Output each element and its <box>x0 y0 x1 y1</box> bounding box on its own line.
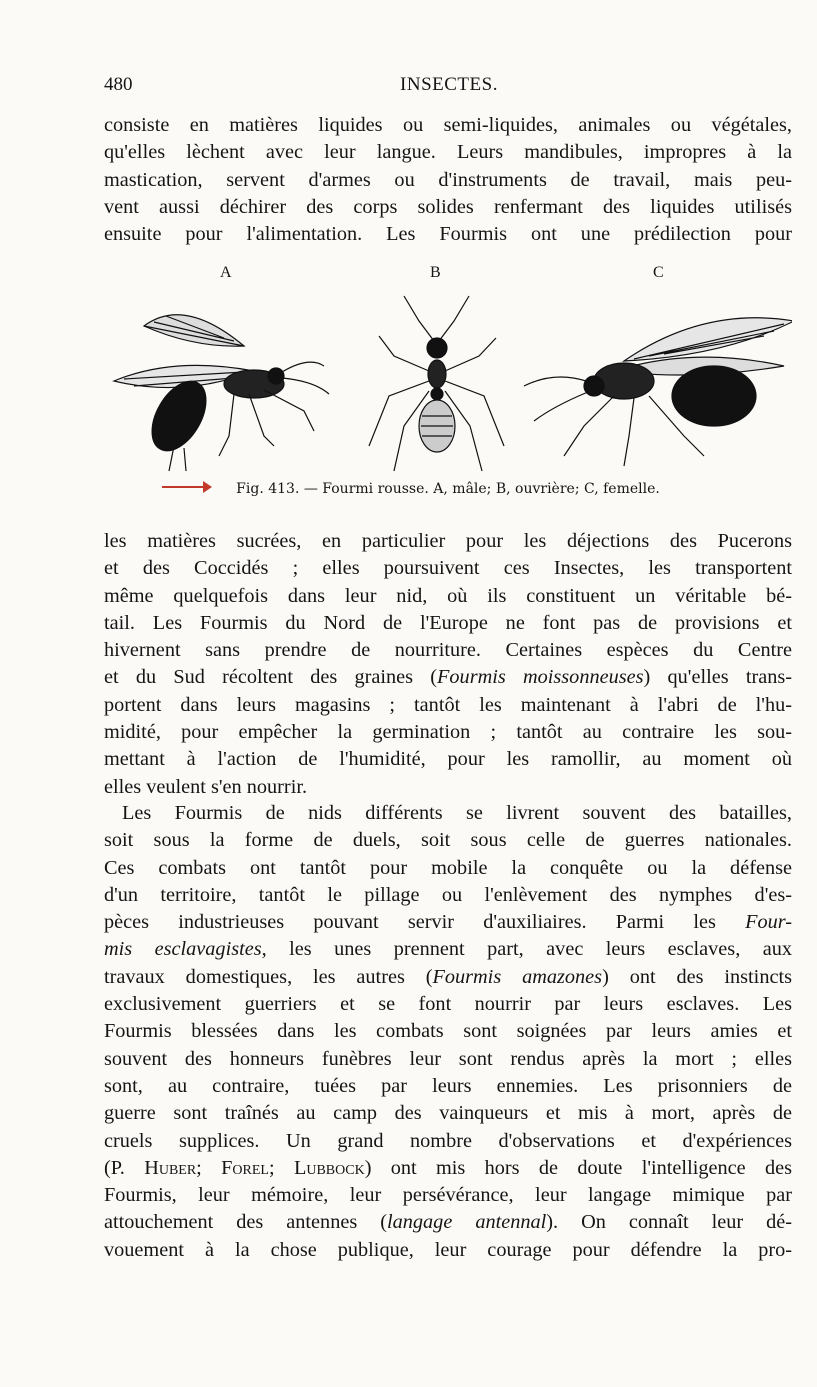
text-line: elles veulent s'en nourrir. <box>104 775 308 798</box>
paragraph-sugars <box>104 528 792 801</box>
author-name: Lubbock <box>293 1156 365 1179</box>
text-span: ) ont mis hors de doute l'intelligence des <box>364 1156 792 1179</box>
figure-label-a: A <box>220 264 232 281</box>
text-line <box>104 1209 792 1236</box>
ant-illustration <box>104 286 792 476</box>
paragraph-intro <box>104 112 792 248</box>
text-line: d'un territoire, tantôt le pillage ou l'enlèvement des nymphes d'es- <box>104 883 792 906</box>
text-span: attouchement des antennes ( <box>104 1211 387 1234</box>
text-line: cruels supplices. Un grand nombre d'observations et d'expériences <box>104 1129 792 1152</box>
text-line: soit sous la forme de duels, soit sous celle de guerres nationales. <box>104 829 792 852</box>
page-header <box>104 74 794 100</box>
text-line <box>104 936 792 963</box>
text-line: Ces combats ont tantôt pour mobile la conquête ou la défense <box>104 856 792 879</box>
italic-term: mis esclavagistes <box>104 938 262 961</box>
text-line: vouement à la chose publique, leur courage pour défendre la pro- <box>104 1238 792 1261</box>
text-line: vent aussi déchirer des corps solides renfermant des liquides utilisés <box>104 195 792 218</box>
text-line: les matières sucrées, en particulier pour les déjections des Pucerons <box>104 530 792 552</box>
page-number: 480 <box>104 74 133 95</box>
text-line: Fourmis blessées dans les combats sont soignées par leurs amies et <box>104 1020 792 1043</box>
text-line: Fourmis, leur mémoire, leur persévérance, leur langage mimique par <box>104 1184 792 1207</box>
text-line: consiste en matières liquides ou semi-liquides, animales ou végétales, <box>104 114 792 136</box>
text-span: pèces industrieuses pouvant servir d'auxiliaires. Parmi les <box>104 911 746 934</box>
author-name: Forel <box>221 1156 269 1179</box>
text-span: et du Sud récoltent des graines ( <box>104 666 438 689</box>
italic-term: Fourmis amazones <box>432 965 603 988</box>
text-span: ). On connaît leur dé- <box>546 1211 792 1234</box>
text-line <box>104 664 792 691</box>
paragraph-battles <box>104 800 792 1264</box>
text-line: mastication, servent d'armes ou d'instruments de travail, mais peu- <box>104 168 792 191</box>
text-line: ensuite pour l'alimentation. Les Fourmis ont une prédilection pour <box>104 223 792 246</box>
text-span: travaux domestiques, les autres ( <box>104 965 433 988</box>
text-line <box>104 1155 792 1182</box>
text-line: tail. Les Fourmis du Nord de l'Europe ne font pas de provisions et <box>104 611 792 634</box>
text-span: (P. <box>104 1156 145 1179</box>
text-line: même quelquefois dans leur nid, où ils constituent un véritable bé- <box>104 584 792 607</box>
ant-female-drawing <box>524 318 792 466</box>
text-line <box>104 964 792 991</box>
author-name: Huber <box>144 1156 197 1179</box>
text-line: sont, au contraire, tuées par leurs ennemies. Les prisonniers de <box>104 1074 792 1097</box>
figure-label-b: B <box>430 264 441 281</box>
text-line: portent dans leurs magasins ; tantôt les maintenant à l'abri de l'hu- <box>104 693 792 716</box>
figure-413 <box>104 262 792 502</box>
text-span: ) qu'elles trans- <box>643 666 792 689</box>
ant-worker-drawing <box>369 296 504 471</box>
ant-male-drawing <box>114 315 329 471</box>
italic-term: Four- <box>745 911 792 934</box>
text-line: souvent des honneurs funèbres leur sont rendus après la mort ; elles <box>104 1047 792 1070</box>
text-line: qu'elles lèchent avec leur langue. Leurs mandibules, impropres à la <box>104 141 792 164</box>
text-line: Les Fourmis de nids différents se livrent souvent des batailles, <box>122 802 792 824</box>
text-span: ; <box>268 1156 294 1179</box>
italic-term: langage antennal <box>386 1211 547 1234</box>
text-line: mettant à l'action de l'humidité, pour les ramollir, au moment où <box>104 748 792 771</box>
text-span: , les unes prennent part, avec leurs esclaves, aux <box>261 938 792 961</box>
text-line: hivernent sans prendre de nourriture. Certaines espèces du Centre <box>104 639 792 662</box>
figure-caption: Fig. 413. — Fourmi rousse. A, mâle; B, ouvrière; C, femelle. <box>236 481 660 497</box>
text-line: midité, pour empêcher la germination ; tantôt au contraire les sou- <box>104 721 792 744</box>
figure-label-c: C <box>653 264 664 281</box>
text-line: et des Coccidés ; elles poursuivent ces Insectes, les transportent <box>104 557 792 580</box>
italic-term: Fourmis moissonneuses <box>437 666 644 689</box>
text-line: guerre sont traînés au camp des vainqueurs et mis à mort, après de <box>104 1102 792 1125</box>
text-span: ; <box>196 1156 222 1179</box>
text-line: exclusivement guerriers et se font nourrir par leurs esclaves. Les <box>104 993 792 1016</box>
running-head: INSECTES. <box>400 74 498 95</box>
text-line <box>104 909 792 936</box>
text-span: ) ont des instincts <box>602 965 792 988</box>
